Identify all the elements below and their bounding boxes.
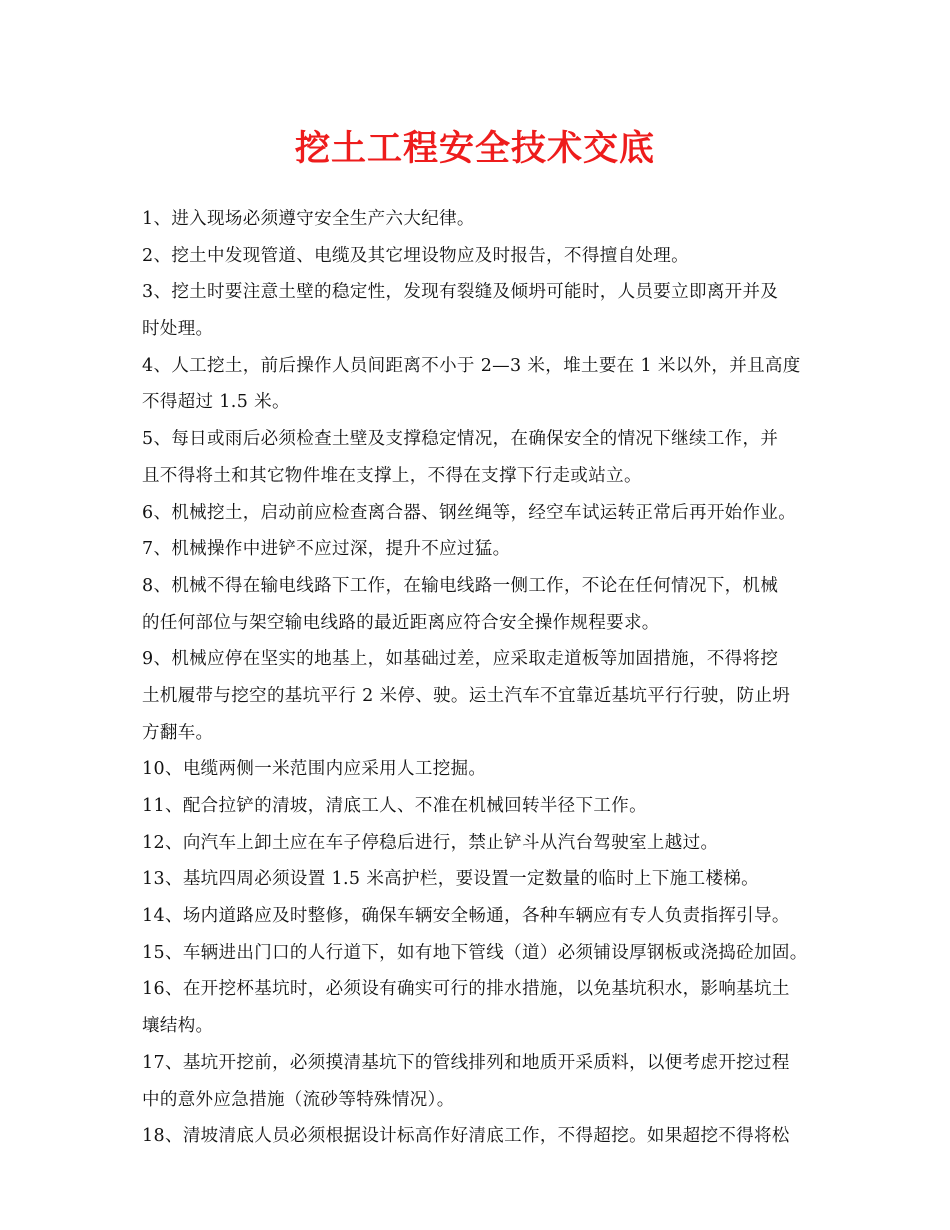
text-line: 16、在开挖杯基坑时，必须设有确实可行的排水措施，以免基坑积水，影响基坑土 bbox=[142, 979, 790, 1000]
text-line: 中的意外应急措施（流砂等特殊情况）。 bbox=[142, 1089, 455, 1110]
text-line: 10、电缆两侧一米范围内应采用人工挖掘。 bbox=[142, 759, 487, 780]
text-line: 14、场内道路应及时整修，确保车辆安全畅通，各种车辆应有专人负责指挥引导。 bbox=[142, 906, 790, 927]
text-line: 方翻车。 bbox=[142, 722, 214, 743]
text-line: 6、机械挖土，启动前应检查离合器、钢丝绳等，经空车试运转正常后再开始作业。 bbox=[142, 502, 797, 523]
document-title: 挖土工程安全技术交底 bbox=[294, 128, 655, 169]
text-line: 9、机械应停在坚实的地基上，如基础过差，应采取走道板等加固措施，不得将挖 bbox=[142, 649, 779, 670]
text-line: 2、挖土中发现管道、电缆及其它埋设物应及时报告，不得擅自处理。 bbox=[142, 245, 689, 266]
text-line: 7、机械操作中进铲不应过深，提升不应过猛。 bbox=[142, 539, 511, 560]
text-line: 时处理。 bbox=[142, 319, 214, 340]
text-line: 18、清坡清底人员必须根据设计标高作好清底工作，不得超挖。如果超挖不得将松 bbox=[142, 1126, 790, 1147]
text-line: 8、机械不得在输电线路下工作，在输电线路一侧工作，不论在任何情况下，机械 bbox=[142, 575, 779, 596]
text-line: 15、车辆进出门口的人行道下，如有地下管线（道）必须铺设厚钢板或浇捣砼加固。 bbox=[142, 942, 808, 963]
text-line: 13、基坑四周必须设置 1.5 米高护栏，要设置一定数量的临时上下施工楼梯。 bbox=[142, 869, 760, 890]
text-line: 的任何部位与架空输电线路的最近距离应符合安全操作规程要求。 bbox=[142, 612, 660, 633]
text-line: 且不得将土和其它物件堆在支撑上，不得在支撑下行走或站立。 bbox=[142, 465, 642, 486]
text-line: 5、每日或雨后必须检查土壁及支撑稳定情况，在确保安全的情况下继续工作，并 bbox=[142, 429, 779, 450]
text-line: 壤结构。 bbox=[142, 1016, 214, 1037]
text-line: 3、挖土时要注意土壁的稳定性，发现有裂缝及倾坍可能时，人员要立即离开并及 bbox=[142, 282, 779, 303]
text-line: 不得超过 1.5 米。 bbox=[142, 392, 290, 413]
document-body bbox=[142, 201, 832, 1155]
text-line: 4、人工挖土，前后操作人员间距离不小于 2—3 米，堆土要在 1 米以外，并且高度 bbox=[142, 355, 801, 376]
text-line: 1、进入现场必须遵守安全生产六大纪律。 bbox=[142, 209, 475, 229]
text-line: 12、向汽车上卸土应在车子停稳后进行，禁止铲斗从汽台驾驶室上越过。 bbox=[142, 832, 719, 853]
text-line: 11、配合拉铲的清坡，清底工人、不准在机械回转半径下工作。 bbox=[142, 796, 647, 816]
text-line: 土机履带与挖空的基坑平行 2 米停、驶。运土汽车不宜靠近基坑平行行驶，防止坍 bbox=[142, 685, 791, 706]
text-line: 17、基坑开挖前，必须摸清基坑下的管线排列和地质开采质料，以便考虑开挖过程 bbox=[142, 1052, 790, 1073]
